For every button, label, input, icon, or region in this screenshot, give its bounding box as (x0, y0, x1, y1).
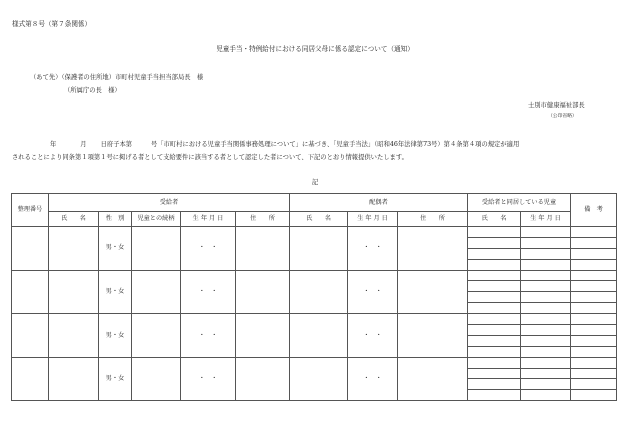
table-row (12, 357, 617, 368)
cell-child-dob (521, 259, 571, 270)
cell-recipient-dob: ・ ・ (181, 314, 236, 358)
cell-recipient-name (49, 227, 99, 271)
cell-remarks (571, 379, 617, 390)
cell-spouse-dob: ・ ・ (348, 314, 398, 358)
sub-recipient-relation: 児童との続柄 (132, 212, 181, 227)
cell-spouse-name (290, 314, 348, 358)
form-number-label: 様式第８号（第７条関係） (12, 20, 92, 28)
cell-spouse-address (398, 314, 468, 358)
cell-child-name (468, 270, 521, 281)
cell-child-dob (521, 368, 571, 379)
sub-spouse-address: 住 所 (398, 212, 468, 227)
cell-recipient-relation (132, 357, 181, 401)
cell-remarks (571, 281, 617, 292)
body-text-line-2: されることにより同条第１項第１号に掲げる者として支給要件に該当する者として認定した者について、下記のとおり情報提供いたします。 (12, 154, 408, 161)
cell-recipient-name (49, 314, 99, 358)
cell-recipient-sex: 男・女 (99, 270, 132, 314)
header-cohabiting-child: 受給者と同居している児童 (468, 194, 571, 212)
table-row (12, 270, 617, 281)
sub-recipient-sex: 性 別 (99, 212, 132, 227)
cell-remarks (571, 227, 617, 238)
cell-child-dob (521, 270, 571, 281)
sub-child-name: 氏 名 (468, 212, 521, 227)
cell-child-dob (521, 303, 571, 314)
cell-child-dob (521, 379, 571, 390)
cell-child-dob (521, 227, 571, 238)
cell-remarks (571, 237, 617, 248)
sub-child-dob: 生 年 月 日 (521, 212, 571, 227)
cell-child-name (468, 292, 521, 303)
cell-spouse-name (290, 270, 348, 314)
cell-remarks (571, 259, 617, 270)
cell-child-dob (521, 325, 571, 336)
addressee-line-1: （あて先）（保護者の住所地）市町村児童手当担当部局長 様 (30, 74, 204, 81)
sub-recipient-address: 住 所 (236, 212, 290, 227)
cell-child-dob (521, 346, 571, 357)
sub-spouse-dob: 生 年 月 日 (348, 212, 398, 227)
sub-spouse-name: 氏 名 (290, 212, 348, 227)
cell-remarks (571, 335, 617, 346)
sub-recipient-dob: 生 年 月 日 (181, 212, 236, 227)
cell-remarks (571, 357, 617, 368)
cell-child-name (468, 379, 521, 390)
cell-spouse-address (398, 357, 468, 401)
cell-spouse-dob: ・ ・ (348, 357, 398, 401)
cell-recipient-address (236, 270, 290, 314)
cell-child-dob (521, 357, 571, 368)
header-recipient: 受給者 (49, 194, 290, 212)
body-text-line-1 (50, 141, 519, 149)
body-month: 月 (80, 141, 87, 148)
header-seiri-number: 整理番号 (12, 194, 49, 227)
cell-recipient-dob: ・ ・ (181, 270, 236, 314)
cell-child-dob (521, 390, 571, 401)
cell-child-name (468, 259, 521, 270)
cell-remarks (571, 390, 617, 401)
cell-child-dob (521, 314, 571, 325)
cell-child-name (468, 237, 521, 248)
cell-recipient-address (236, 227, 290, 271)
header-row-1 (12, 194, 617, 212)
cell-recipient-dob: ・ ・ (181, 357, 236, 401)
cell-child-name (468, 248, 521, 259)
cell-remarks (571, 292, 617, 303)
cell-remarks (571, 303, 617, 314)
cell-remarks (571, 346, 617, 357)
cell-seiri-number (12, 314, 49, 358)
information-table (11, 193, 617, 401)
ki-heading: 記 (311, 179, 319, 186)
body-year: 年 (50, 141, 57, 148)
cell-child-name (468, 390, 521, 401)
cell-child-dob (521, 335, 571, 346)
cell-spouse-address (398, 227, 468, 271)
cell-spouse-name (290, 227, 348, 271)
cell-spouse-address (398, 270, 468, 314)
cell-recipient-relation (132, 314, 181, 358)
cell-child-name (468, 281, 521, 292)
table-row (12, 314, 617, 325)
cell-remarks (571, 248, 617, 259)
cell-recipient-dob: ・ ・ (181, 227, 236, 271)
cell-child-name (468, 357, 521, 368)
cell-spouse-dob: ・ ・ (348, 227, 398, 271)
cell-child-name (468, 227, 521, 238)
cell-recipient-address (236, 357, 290, 401)
cell-recipient-relation (132, 227, 181, 271)
cell-recipient-sex: 男・女 (99, 357, 132, 401)
cell-recipient-name (49, 357, 99, 401)
cell-spouse-dob: ・ ・ (348, 270, 398, 314)
cell-remarks (571, 270, 617, 281)
cell-child-name (468, 346, 521, 357)
cell-child-name (468, 335, 521, 346)
cell-child-name (468, 314, 521, 325)
cell-seiri-number (12, 357, 49, 401)
cell-child-dob (521, 292, 571, 303)
cell-child-name (468, 368, 521, 379)
cell-child-dob (521, 237, 571, 248)
cell-seiri-number (12, 270, 49, 314)
cell-spouse-name (290, 357, 348, 401)
cell-recipient-name (49, 270, 99, 314)
seal-omitted-note: （公印省略） (548, 114, 577, 119)
cell-child-dob (521, 248, 571, 259)
sub-recipient-name: 氏 名 (49, 212, 99, 227)
cell-remarks (571, 368, 617, 379)
cell-seiri-number (12, 227, 49, 271)
header-remarks: 備 考 (571, 194, 617, 227)
table-row (12, 227, 617, 238)
cell-child-dob (521, 281, 571, 292)
issuer-name: 士別市健康福祉部長 (528, 102, 585, 109)
cell-recipient-sex: 男・女 (99, 227, 132, 271)
cell-child-name (468, 303, 521, 314)
body-text-line-1-rest: 日府子本第 号「市町村における児童手当関係事務処理について」に基づき、「児童手当法」（昭和46年法律第73号）第４条第４項の規定が適用 (100, 141, 520, 148)
cell-recipient-address (236, 314, 290, 358)
header-spouse: 配偶者 (290, 194, 468, 212)
cell-recipient-relation (132, 270, 181, 314)
header-row-2 (12, 212, 617, 227)
cell-child-name (468, 325, 521, 336)
cell-recipient-sex: 男・女 (99, 314, 132, 358)
cell-remarks (571, 314, 617, 325)
cell-remarks (571, 325, 617, 336)
addressee-line-2: （所属庁の長 様） (64, 87, 121, 94)
document-title: 児童手当・特例給付における同居父母に係る認定について（通知） (216, 45, 414, 53)
